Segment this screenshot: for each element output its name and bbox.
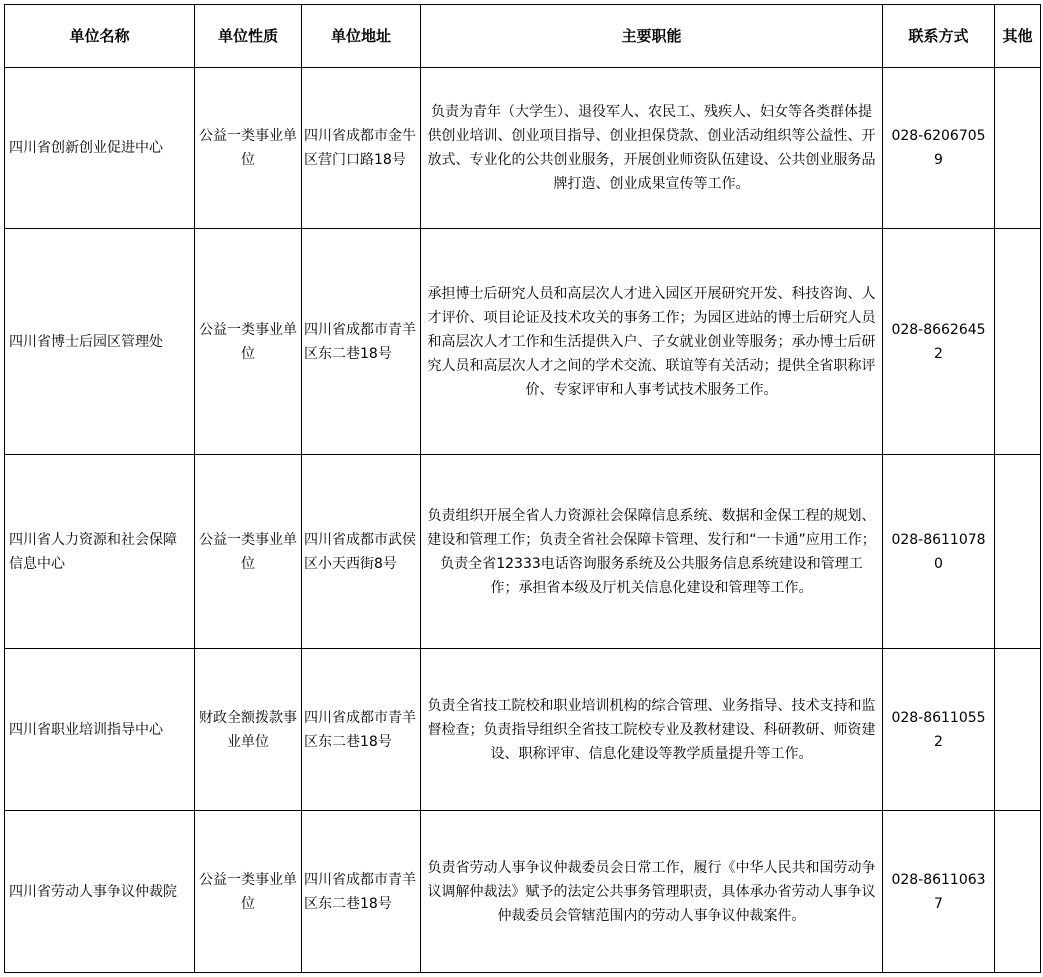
table-row [5, 229, 1041, 455]
unit-nature-cell: 公益一类事业单位 [195, 455, 302, 649]
unit-address-cell: 四川省成都市武侯区小天西街8号 [302, 455, 421, 649]
contact-cell: 028-86110637 [883, 811, 995, 973]
unit-nature-cell: 公益一类事业单位 [195, 68, 302, 229]
contact-cell: 028-86110552 [883, 649, 995, 811]
header-main-duties: 主要职能 [421, 5, 883, 68]
header-contact: 联系方式 [883, 5, 995, 68]
main-duties-cell: 负责全省技工院校和职业培训机构的综合管理、业务指导、技术支持和监督检查；负责指导组织全省技工院校专业及教材建设、科研教研、师资建设、职称评审、信息化建设等教学质量提升等工作。 [421, 649, 883, 811]
unit-address-cell: 四川省成都市青羊区东二巷18号 [302, 811, 421, 973]
unit-nature-cell: 公益一类事业单位 [195, 811, 302, 973]
contact-cell: 028-62067059 [883, 68, 995, 229]
unit-address-cell: 四川省成都市金牛区营门口路18号 [302, 68, 421, 229]
unit-name-cell: 四川省人力资源和社会保障信息中心 [5, 455, 195, 649]
header-other: 其他 [995, 5, 1041, 68]
other-cell [995, 68, 1041, 229]
other-cell [995, 811, 1041, 973]
main-duties-cell: 负责组织开展全省人力资源社会保障信息系统、数据和金保工程的规划、建设和管理工作；负责全省社会保障卡管理、发行和“一卡通”应用工作；负责全省12333电话咨询服务系统及公共服务信息系统建设和管理工作；承担省本级及厅机关信息化建设和管理等工作。 [421, 455, 883, 649]
contact-cell: 028-86626452 [883, 229, 995, 455]
other-cell [995, 455, 1041, 649]
contact-cell: 028-86110780 [883, 455, 995, 649]
units-table [4, 4, 1041, 973]
unit-name-cell: 四川省博士后园区管理处 [5, 229, 195, 455]
header-unit-address: 单位地址 [302, 5, 421, 68]
other-cell [995, 649, 1041, 811]
unit-name-cell: 四川省劳动人事争议仲裁院 [5, 811, 195, 973]
header-unit-nature: 单位性质 [195, 5, 302, 68]
main-duties-cell: 负责为青年（大学生）、退役军人、农民工、残疾人、妇女等各类群体提供创业培训、创业项目指导、创业担保贷款、创业活动组织等公益性、开放式、专业化的公共创业服务，开展创业师资队伍建设、公共创业服务品牌打造、创业成果宣传等工作。 [421, 68, 883, 229]
unit-address-cell: 四川省成都市青羊区东二巷18号 [302, 649, 421, 811]
main-duties-cell: 负责省劳动人事争议仲裁委员会日常工作，履行《中华人民共和国劳动争议调解仲裁法》赋予的法定公共事务管理职责，具体承办省劳动人事争议仲裁委员会管辖范围内的劳动人事争议仲裁案件。 [421, 811, 883, 973]
table-row [5, 68, 1041, 229]
table-row [5, 649, 1041, 811]
unit-nature-cell: 公益一类事业单位 [195, 229, 302, 455]
unit-name-cell: 四川省职业培训指导中心 [5, 649, 195, 811]
header-unit-name: 单位名称 [5, 5, 195, 68]
unit-address-cell: 四川省成都市青羊区东二巷18号 [302, 229, 421, 455]
table-row [5, 455, 1041, 649]
main-duties-cell: 承担博士后研究人员和高层次人才进入园区开展研究开发、科技咨询、人才评价、项目论证及技术攻关的事务工作；为园区进站的博士后研究人员和高层次人才工作和生活提供入户、子女就业创业等服务；承办博士后研究人员和高层次人才之间的学术交流、联谊等有关活动；提供全省职称评价、专家评审和人事考试技术服务工作。 [421, 229, 883, 455]
header-row [5, 5, 1041, 68]
unit-name-cell: 四川省创新创业促进中心 [5, 68, 195, 229]
table-row [5, 811, 1041, 973]
other-cell [995, 229, 1041, 455]
unit-nature-cell: 财政全额拨款事业单位 [195, 649, 302, 811]
